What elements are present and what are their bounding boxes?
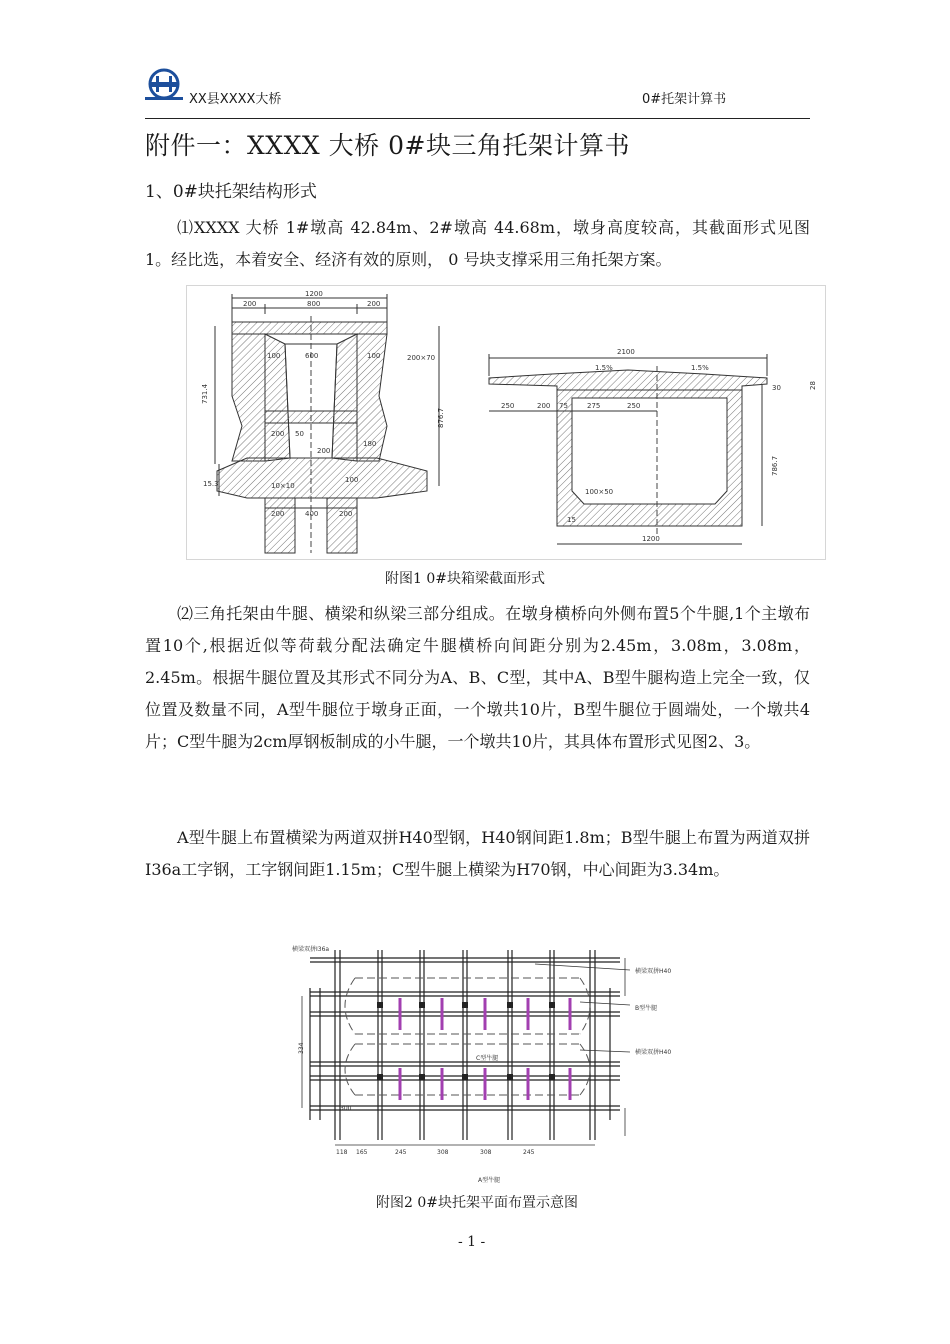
fig1-dim-label: 200 [339, 510, 353, 518]
header-document-name: 0#托架计算书 [642, 92, 727, 107]
fig1-dim-label: 180 [363, 440, 377, 448]
section-heading: 1、0#块托架结构形式 [145, 182, 317, 202]
fig1-dim-label: 250 [627, 402, 641, 410]
fig1-dim-label: 275 [587, 402, 601, 410]
fig1-dim-label: 200 [271, 510, 285, 518]
fig1-dim-label: 200 [243, 300, 257, 308]
company-logo-icon [145, 68, 183, 102]
fig1-dim-label: 10×10 [271, 482, 295, 490]
paragraph-3: A型牛腿上布置横梁为两道双拼H40型钢，H40钢间距1.8m；B型牛腿上布置为两道双拼I36a工字钢，工字钢间距1.15m；C型牛腿上横梁为H70钢，中心间距为3.34m。 [145, 828, 810, 879]
fig1-dim-label: 100 [267, 352, 281, 360]
fig2-label-beam-h40-top: 横梁双拼H40 [635, 968, 672, 975]
header-divider [145, 118, 810, 119]
fig2-c-brackets [400, 998, 570, 1100]
fig1-dim-label: 100 [345, 476, 359, 484]
fig2-dim-label: 308 [437, 1149, 449, 1156]
fig1-dim-label: 786.7 [771, 455, 779, 476]
fig1-dim-label: 200 [271, 430, 285, 438]
fig2-dim-label: 300 [340, 1105, 352, 1112]
fig2-dim-label: 118 [336, 1149, 348, 1156]
fig1-dim-label: 876.7 [437, 407, 445, 428]
fig1-dim-1200: 1200 [305, 290, 323, 298]
header-project-name: XX县XXXX大桥 [189, 92, 282, 107]
fig1-dim-label: 15.3 [203, 480, 219, 488]
fig2-label-beam-h40-bottom: 横梁双拼H40 [635, 1049, 672, 1056]
fig2-dim-label: 245 [395, 1149, 407, 1156]
fig1-dim-label: 731.4 [201, 383, 209, 404]
fig1-dim-label: 1.5% [691, 364, 709, 372]
fig1-dim-label: 200 [537, 402, 551, 410]
fig1-dim-label: 100×50 [585, 488, 614, 496]
fig1-dim-label: 15 [567, 516, 576, 524]
fig2-dim-label: 165 [356, 1149, 368, 1156]
fig2-label-a-bracket: A型牛腿 [478, 1177, 501, 1184]
fig1-dim-label: 400 [305, 510, 319, 518]
fig1-dim-label: 200 [317, 447, 331, 455]
figure-1-caption: 附图1 0#块箱梁截面形式 [385, 571, 545, 587]
fig2-label-c-bracket: C型牛腿 [476, 1055, 499, 1062]
fig1-dim-label: 250 [501, 402, 515, 410]
fig2-label-b-bracket: B型牛腿 [635, 1005, 658, 1012]
fig2-dim-label: 334 [298, 1042, 305, 1054]
fig1-dim-label: 28 [809, 381, 817, 390]
fig1-dim-label: 2100 [617, 348, 635, 356]
fig1-dim-label: 600 [305, 352, 319, 360]
fig2-dim-label: 308 [480, 1149, 492, 1156]
fig1-dim-label: 1200 [642, 535, 660, 543]
fig1-dim-label: 1.5% [595, 364, 613, 372]
page-number: - 1 - [458, 1234, 486, 1250]
paragraph-2: ⑵三角托架由牛腿、横梁和纵梁三部分组成。在墩身横桥向外侧布置5个牛腿,1个主墩布置10个,根据近似等荷载分配法确定牛腿横桥向间距分别为2.45m，3.08m，3.08m，2.45m。根据牛腿位置及其形式不同分为A、B、C型，其中A、B型牛腿构造上完全一致，仅位置及数量不同，A型牛腿位于墩身正面，一个墩共10片，B型牛腿位于圆端处，一个墩共4片；C型牛腿为2cm厚钢板制成的小牛腿，一个墩共10片，其具体布置形式见图2、3。 [145, 604, 810, 751]
fig1-dim-label: 30 [772, 384, 781, 392]
fig1-right-drawing [489, 354, 767, 544]
fig2-labels [292, 945, 671, 1184]
fig1-dim-label: 200 [367, 300, 381, 308]
fig1-left-drawing [215, 294, 439, 553]
fig1-dim-label: 800 [307, 300, 321, 308]
fig1-dim-label: 50 [295, 430, 304, 438]
paragraph-1: ⑴XXXX 大桥 1#墩高 42.84m、2#墩高 44.68m，墩身高度较高，其截面形式见图 1。经比选，本着安全、经济有效的原则， 0 号块支撑采用三角托架方案。 [145, 218, 810, 269]
fig1-dim-label: 75 [559, 402, 568, 410]
figure-2-bracket-plan-layout [280, 940, 700, 1185]
fig2-dim-label: 245 [523, 1149, 535, 1156]
figure-1-box-girder-section [186, 285, 826, 560]
figure-2-caption: 附图2 0#块托架平面布置示意图 [376, 1195, 578, 1211]
fig1-dim-label: 100 [367, 352, 381, 360]
fig1-dim-label: 200×70 [407, 354, 436, 362]
fig2-label-beam-i36a: 横梁双拼I36a [292, 946, 330, 953]
page-title: 附件一：XXXX 大桥 0#块三角托架计算书 [145, 131, 630, 160]
